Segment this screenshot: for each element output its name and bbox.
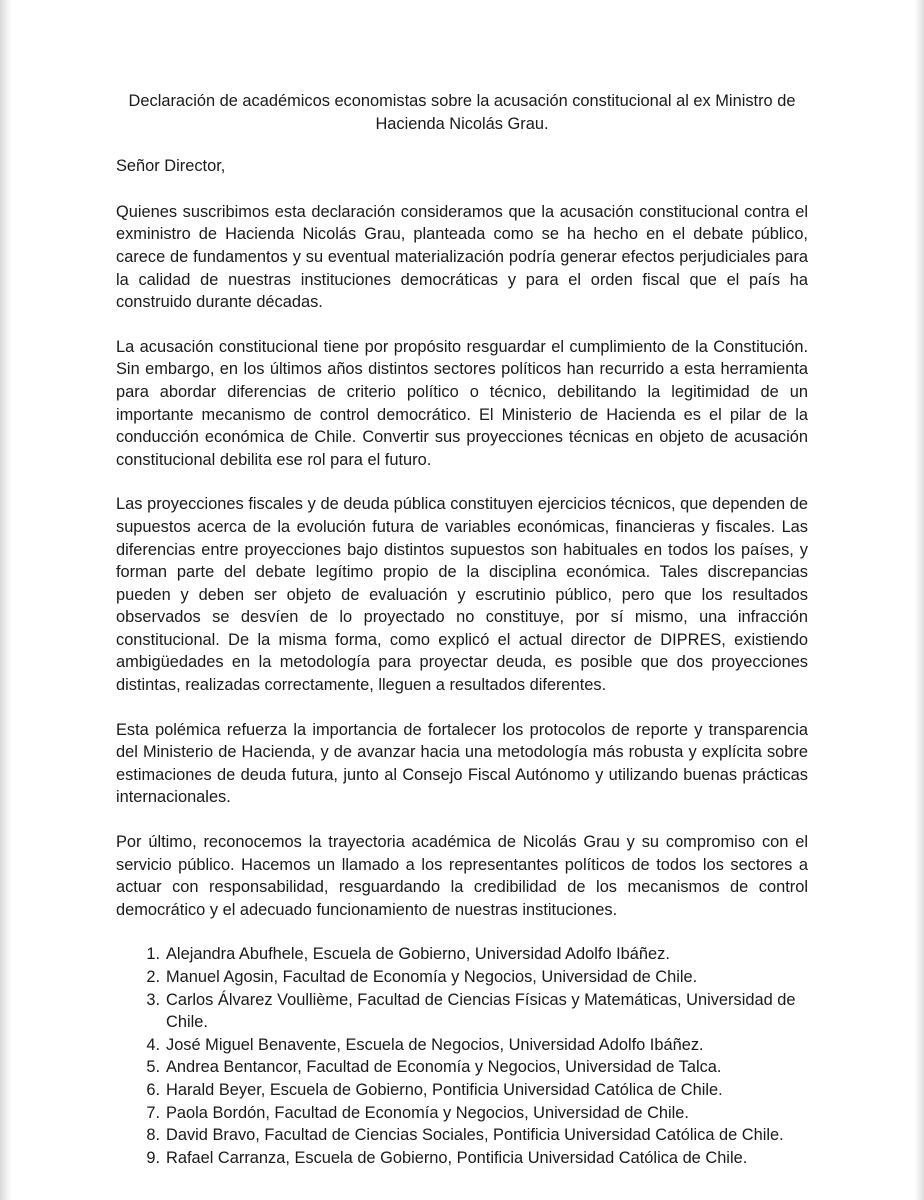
signer-text: Paola Bordón, Facultad de Economía y Negocios, Universidad de Chile. [166,1103,689,1122]
list-number: 2. [146,968,160,986]
document-body [116,90,808,1169]
paragraph-5: Por último, reconocemos la trayectoria académica de Nicolás Grau y su compromiso con el servicio público. Hacemos un llamado a los representantes políticos de todos los sectores a actuar con responsabilidad, resguardando la credibilidad de los mecanismos de control democrático y el adecuado funcionamiento de nuestras instituciones. [116,833,808,919]
document-title: Declaración de académicos economistas sobre la acusación constitucional al ex Ministro de Hacienda Nicolás Grau. [128,92,796,133]
list-item [146,966,808,989]
list-number: 6. [146,1080,160,1099]
signer-text: Harald Beyer, Escuela de Gobierno, Pontificia Universidad Católica de Chile. [166,1080,723,1099]
paragraph-4: Esta polémica refuerza la importancia de fortalecer los protocolos de reporte y transparencia del Ministerio de Hacienda, y de avanzar hacia una metodología más robusta y explícita sobre estimaciones de deuda futura, junto al Consejo Fiscal Autónomo y utilizando buenas prácticas internacionales. [116,720,808,807]
list-number: 3. [146,990,160,1009]
signer-text: Andrea Bentancor, Facultad de Economía y Negocios, Universidad de Talca. [166,1058,722,1077]
page-right-shadow [914,0,924,1200]
signer-text: David Bravo, Facultad de Ciencias Sociales, Pontificia Universidad Católica de Chile. [166,1126,784,1145]
list-item [146,1124,808,1147]
list-number: 8. [146,1126,160,1145]
signer-text: Alejandra Abufhele, Escuela de Gobierno, Universidad Adolfo Ibáñez. [166,945,670,964]
list-number: 7. [146,1103,160,1122]
signer-text: José Miguel Benavente, Escuela de Negocios, Universidad Adolfo Ibáñez. [166,1035,704,1054]
paragraph-1: Quienes suscribimos esta declaración consideramos que la acusación constitucional contra el exministro de Hacienda Nicolás Grau, planteada como se ha hecho en el debate público, carece de fundamentos y su eventual materialización podría generar efectos perjudiciales para la calidad de nuestras instituciones democráticas y para el orden fiscal que el país ha construido durante décadas. [116,202,808,312]
list-item [146,989,808,1034]
signer-text: Rafael Carranza, Escuela de Gobierno, Pontificia Universidad Católica de Chile. [166,1148,748,1167]
signer-text: Carlos Álvarez Voullième, Facultad de Ciencias Físicas y Matemáticas, Universidad de Chile. [166,990,796,1032]
page-left-shadow [0,0,12,1200]
paragraph-2: La acusación constitucional tiene por propósito resguardar el cumplimiento de la Constitución. Sin embargo, en los últimos años distintos sectores políticos han recurrido a esta herramienta para abordar diferencias de criterio político o técnico, debilitando la legitimidad de un importante mecanismo de control democrático. El Ministerio de Hacienda es el pilar de la conducción económica de Chile. Convertir sus proyecciones técnicas en objeto de acusación constitucional debilita ese rol para el futuro. [116,337,808,469]
list-item [146,1079,808,1102]
signer-text: Manuel Agosin, Facultad de Economía y Negocios, Universidad de Chile. [166,968,698,986]
list-number: 5. [146,1058,160,1077]
list-item [146,1147,808,1170]
salutation: Señor Director, [116,157,226,176]
list-number: 9. [146,1148,160,1167]
list-number: 1. [146,945,160,964]
paragraph-3: Las proyecciones fiscales y de deuda pública constituyen ejercicios técnicos, que dependen de supuestos acerca de la evolución futura de variables económicas, financieras y fiscales. Las diferencias entre proyecciones bajo distintos supuestos son habituales en todos los países, y forman parte del debate legítimo propio de la disciplina económica. Tales discrepancias pueden y deben ser objeto de evaluación y escrutinio público, pero que los resultados observados se desvíen de lo proyectado no constituye, por sí mismo, una infracción constitucional. De la misma forma, como explicó el actual director de DIPRES, existiendo ambigüedades en la metodología para proyectar deuda, es posible que dos proyecciones distintas, realizadas correctamente, lleguen a resultados diferentes. [116,495,808,695]
list-item [146,943,808,966]
list-number: 4. [146,1035,160,1054]
signers-list [116,943,808,1169]
list-item [146,1102,808,1125]
list-item [146,1034,808,1057]
list-item [146,1056,808,1079]
